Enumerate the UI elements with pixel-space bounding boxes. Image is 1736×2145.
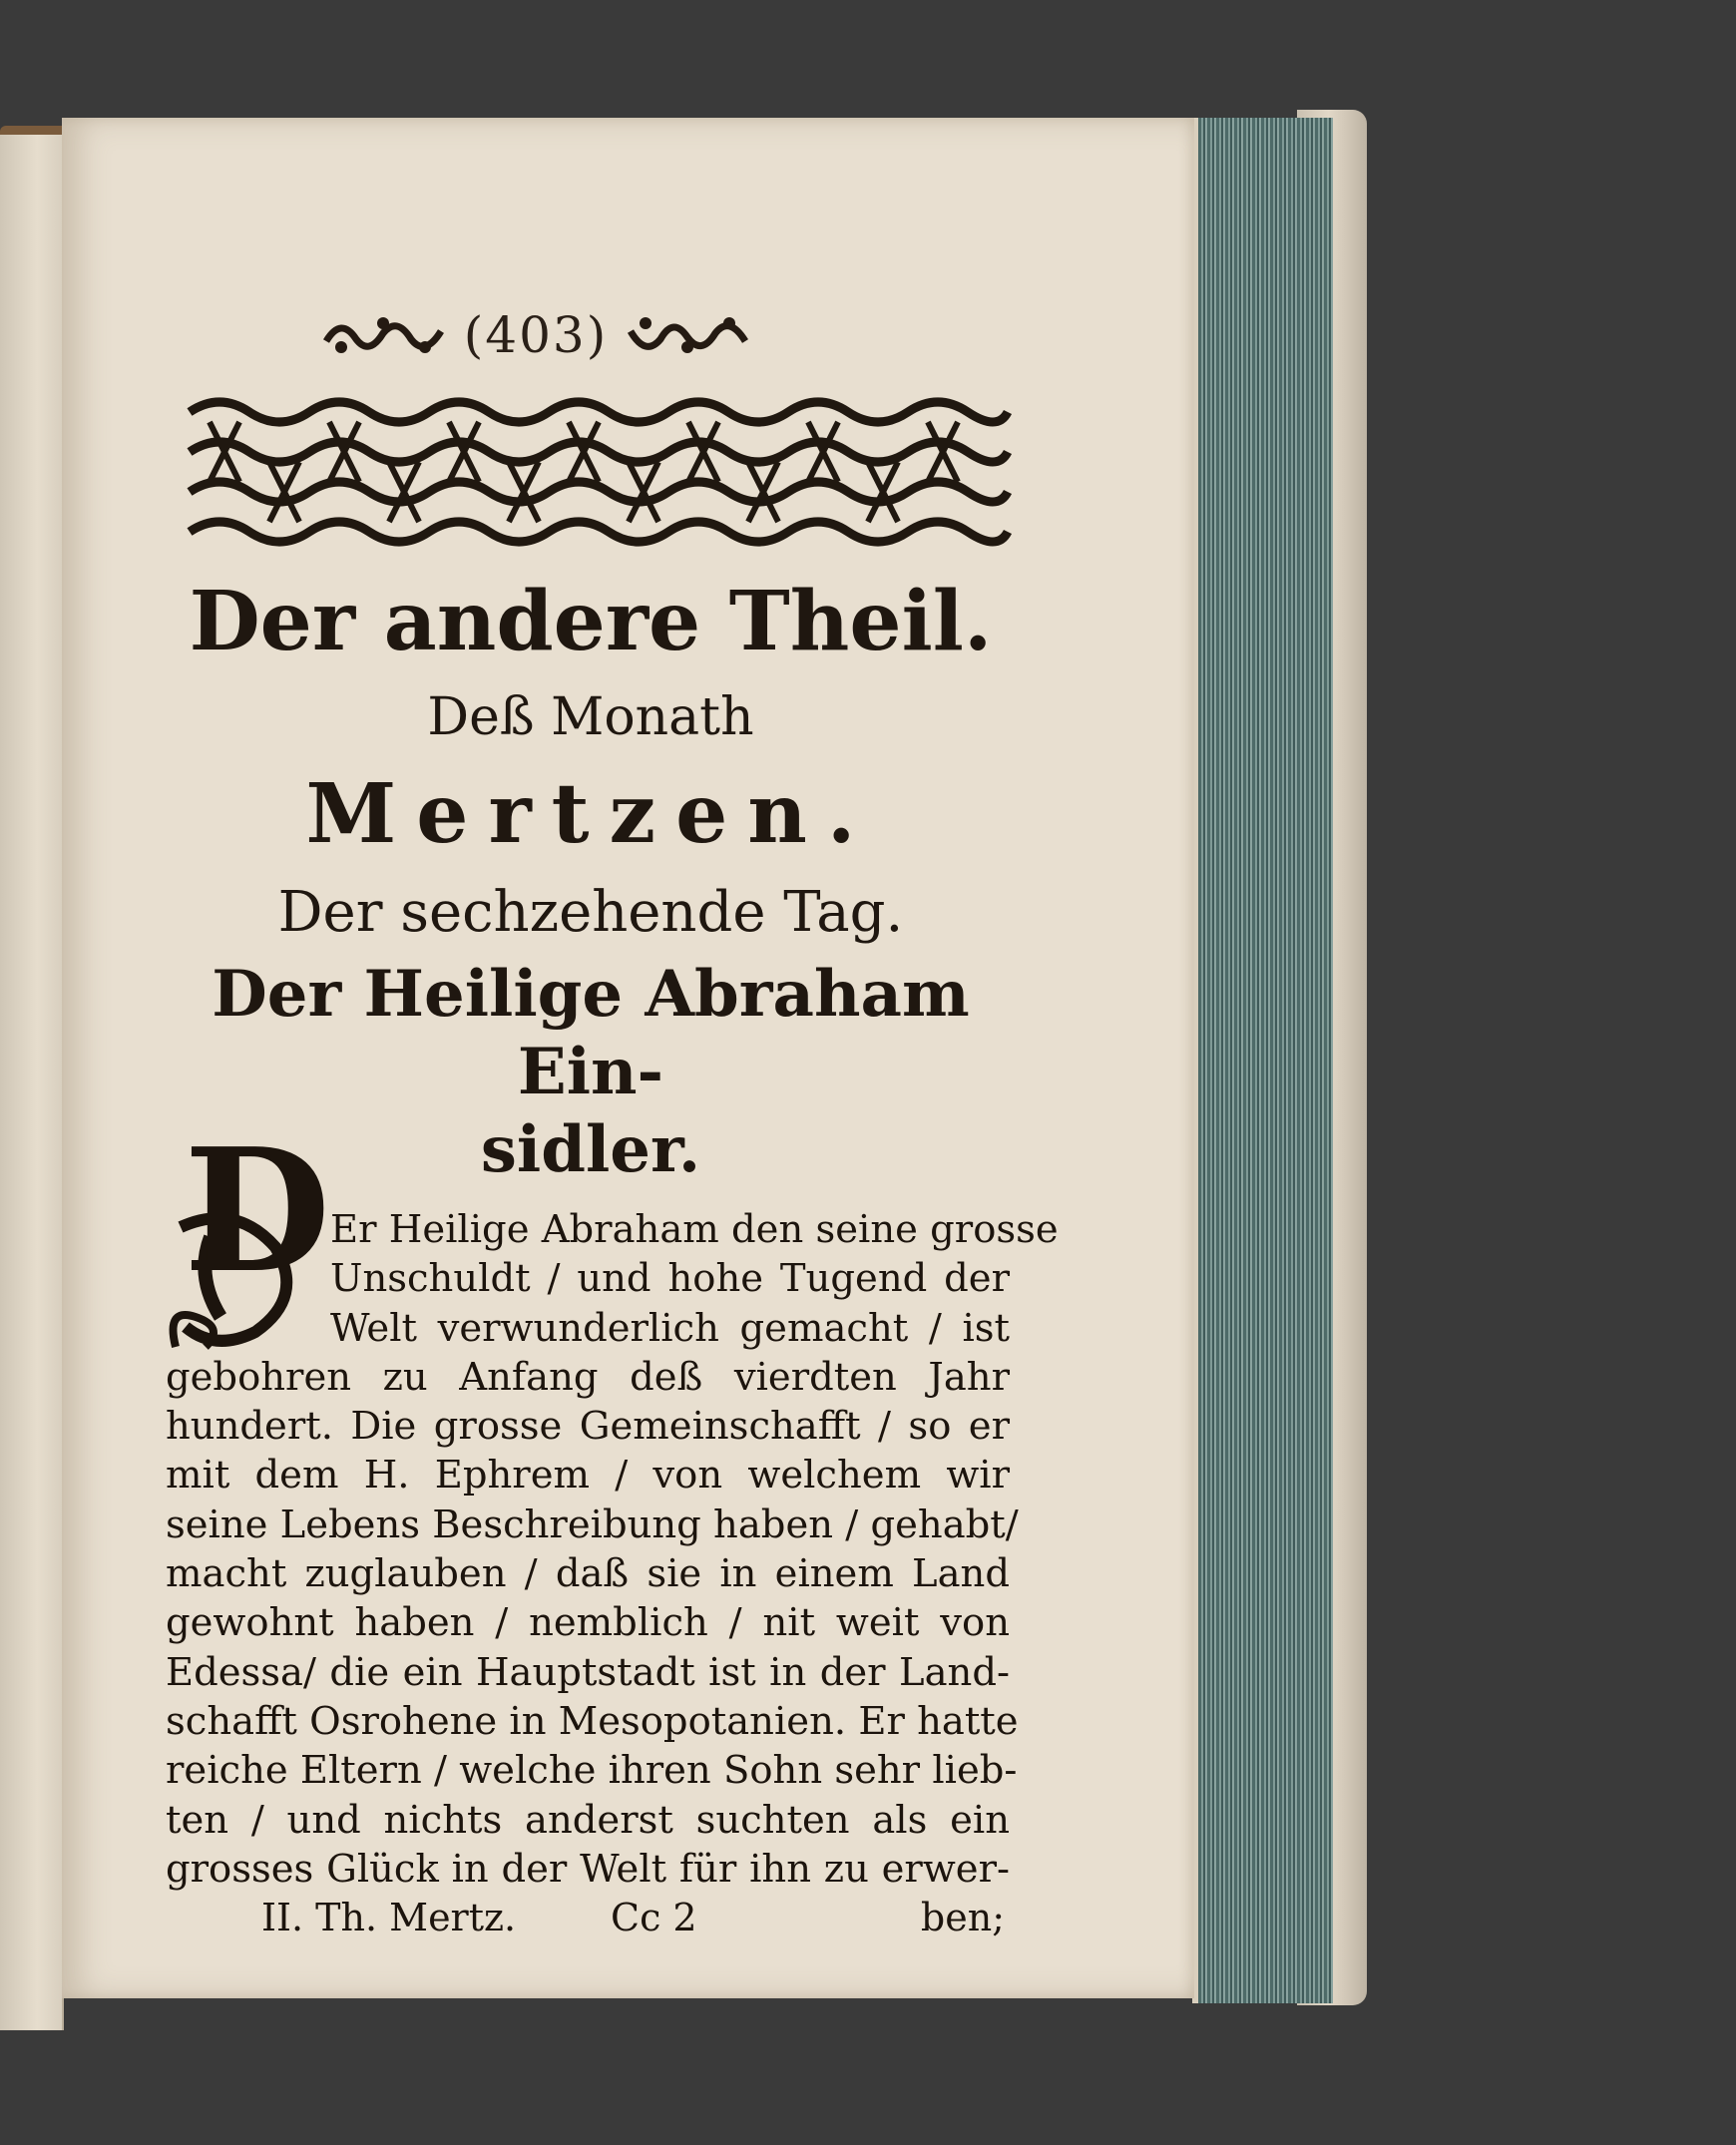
page-number: (403)	[463, 306, 609, 364]
page-fore-edge	[1192, 118, 1333, 2003]
body-line: mit dem H. Ephrem / von welchem wir	[166, 1453, 1010, 1499]
decorated-initial-icon	[166, 1111, 331, 1357]
body-line: hundert. Die grosse Gemeinschafft / so er	[166, 1404, 1010, 1450]
part-title: Der andere Theil.	[189, 574, 993, 669]
previous-page-edge	[0, 135, 64, 2030]
chapter-heading	[142, 567, 1040, 1189]
catchword: ben;	[920, 1896, 1005, 1939]
body-line: schafft Osrohene in Mesopotanien. Er hatte	[166, 1698, 1019, 1744]
body-line: seine Lebens Beschreibung haben / gehabt/	[166, 1502, 1019, 1547]
signature-label: II. Th. Mertz.	[261, 1896, 517, 1939]
initial-letter: D	[184, 1111, 331, 1311]
body-line: Welt verwunderlich gemacht / ist	[330, 1305, 1010, 1351]
body-line: ten / und nichts anderst suchten als ein	[166, 1797, 1010, 1843]
body-line: Er Heilige Abraham den seine grosse	[330, 1207, 1059, 1252]
body-line: gebohren zu Anfang deß vierdten Jahr	[166, 1354, 1010, 1400]
body-line: Unschuldt / und hohe Tugend der	[330, 1256, 1010, 1302]
body-line: Edessa/ die ein Hauptstadt ist in der Land-	[166, 1649, 1010, 1695]
body-line: macht zuglauben / daß sie in einem Land	[166, 1551, 1010, 1597]
fleuron-ornament-icon	[321, 311, 446, 359]
printed-page	[62, 118, 1194, 1998]
day-heading: Der sechzehende Tag.	[277, 880, 904, 945]
fleuron-ornament-icon	[626, 311, 750, 359]
running-header	[236, 295, 835, 375]
saint-name-line-1: Der Heilige Abraham Ein-	[212, 957, 970, 1109]
gathering-mark: Cc 2	[611, 1896, 697, 1939]
page-footer	[261, 1896, 1005, 1955]
month-name: Mertzen.	[305, 766, 876, 862]
body-line: grosses Glück in der Welt für ihn zu erwer-	[166, 1846, 1010, 1892]
month-label: Deß Monath	[427, 687, 754, 747]
saint-name-line-2: sidler.	[480, 1112, 701, 1187]
body-line: gewohnt haben / nemblich / nit weit von	[166, 1600, 1010, 1646]
body-line: reiche Eltern / welche ihren Sohn sehr lieb-	[166, 1748, 1018, 1794]
interlaced-ornament-band-icon	[180, 392, 1018, 552]
